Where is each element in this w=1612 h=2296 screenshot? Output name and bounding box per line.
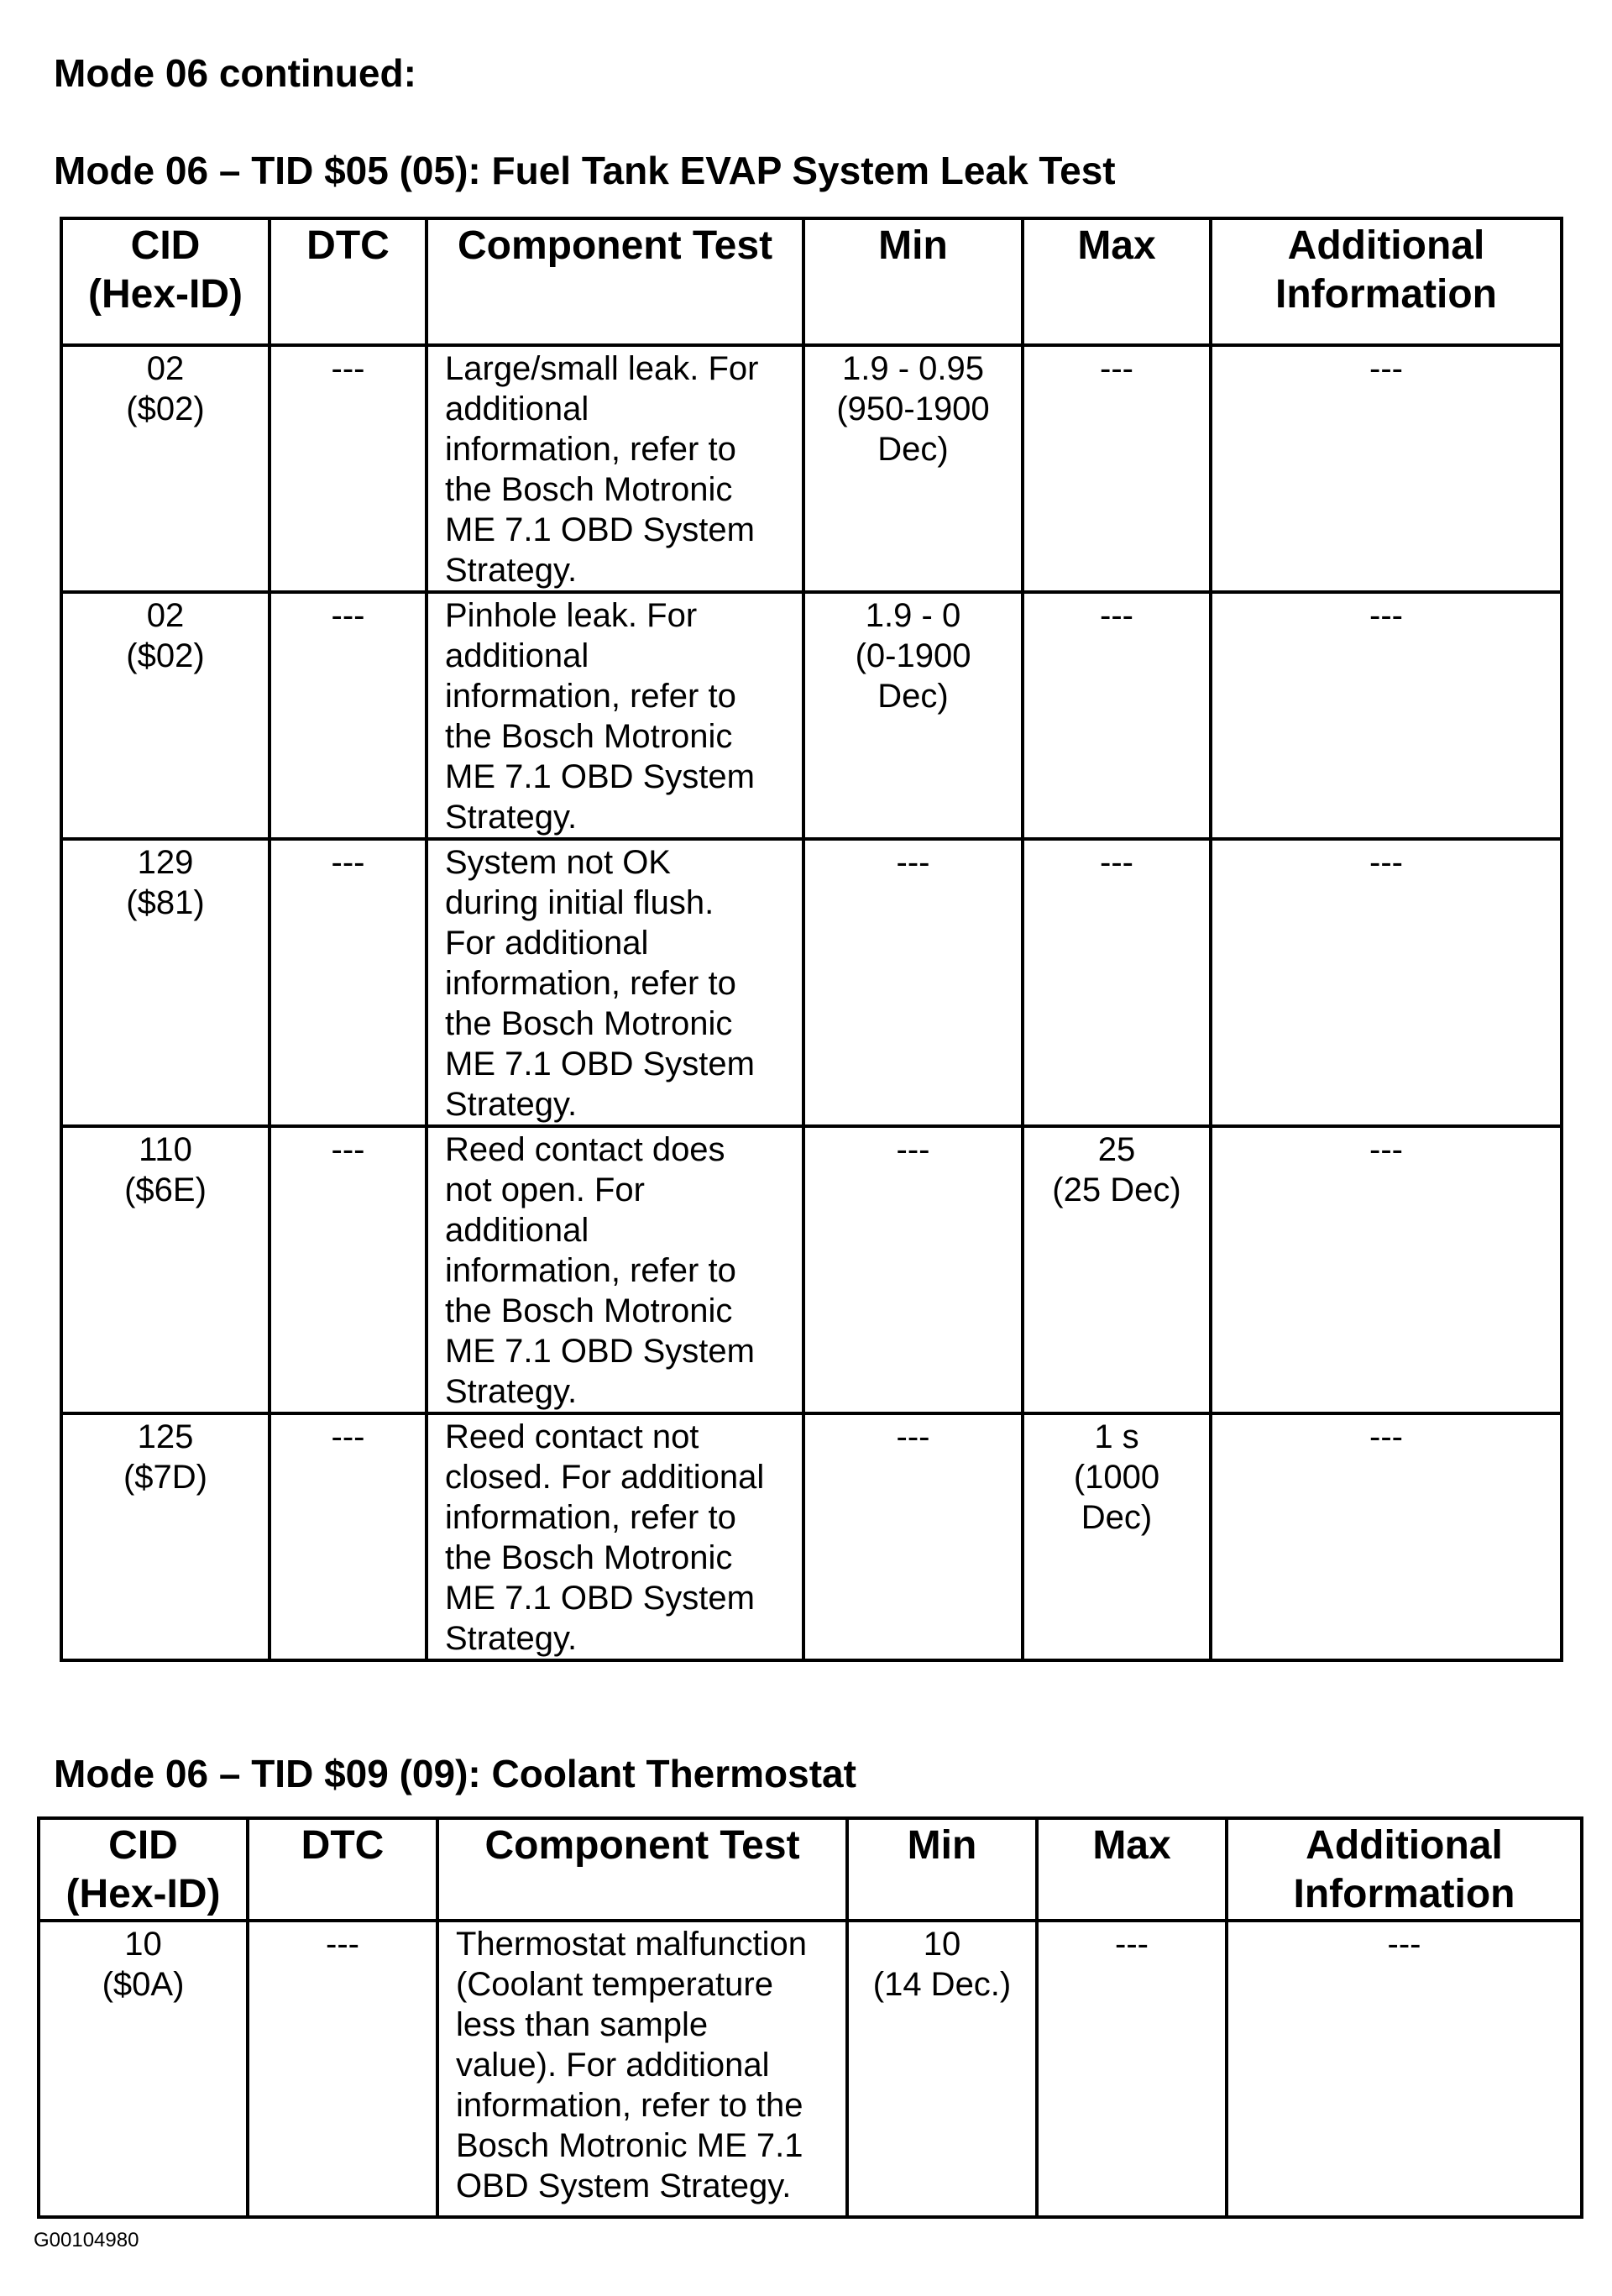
header-cid: CID (Hex-ID)	[61, 218, 270, 345]
cell-min: 10 (14 Dec.)	[847, 1921, 1037, 2217]
header-dtc: DTC	[248, 1818, 437, 1921]
table-row	[61, 1126, 1562, 1413]
cell-max: 25 (25 Dec)	[1023, 1126, 1211, 1413]
header-max: Max	[1023, 218, 1211, 345]
cell-cid: 129 ($81)	[61, 839, 270, 1126]
cell-dtc: ---	[248, 1921, 437, 2217]
cell-min: 1.9 - 0 (0-1900 Dec)	[803, 592, 1023, 839]
cell-component-test: Pinhole leak. For additional information, refer to the Bosch Motronic ME 7.1 OBD System Strategy.	[427, 592, 803, 839]
table-row	[61, 345, 1562, 592]
cell-dtc: ---	[270, 1413, 427, 1660]
cell-dtc: ---	[270, 592, 427, 839]
cell-cid: 02 ($02)	[61, 592, 270, 839]
header-component-test: Component Test	[427, 218, 803, 345]
cell-dtc: ---	[270, 839, 427, 1126]
table-header-row	[61, 218, 1562, 345]
cell-component-test: Large/small leak. For additional information, refer to the Bosch Motronic ME 7.1 OBD System Strategy.	[427, 345, 803, 592]
cell-additional: ---	[1211, 1413, 1562, 1660]
cell-additional: ---	[1227, 1921, 1582, 2217]
header-dtc: DTC	[270, 218, 427, 345]
header-max: Max	[1037, 1818, 1227, 1921]
cell-additional: ---	[1211, 839, 1562, 1126]
cell-max: ---	[1023, 592, 1211, 839]
table-header-row	[39, 1818, 1582, 1921]
table-row	[61, 839, 1562, 1126]
cell-max: ---	[1037, 1921, 1227, 2217]
table-row	[39, 1921, 1582, 2217]
cell-min: ---	[803, 1126, 1023, 1413]
cell-max: 1 s (1000 Dec)	[1023, 1413, 1211, 1660]
cell-min: ---	[803, 1413, 1023, 1660]
header-cid: CID (Hex-ID)	[39, 1818, 248, 1921]
cell-max: ---	[1023, 839, 1211, 1126]
table-row	[61, 592, 1562, 839]
header-component-test: Component Test	[437, 1818, 847, 1921]
cell-additional: ---	[1211, 1126, 1562, 1413]
cell-max: ---	[1023, 345, 1211, 592]
cell-cid: 110 ($6E)	[61, 1126, 270, 1413]
cell-component-test: Reed contact not closed. For additional information, refer to the Bosch Motronic ME 7.1 OBD System Strategy.	[427, 1413, 803, 1660]
table-title-tid-05: Mode 06 – TID $05 (05): Fuel Tank EVAP System Leak Test	[54, 149, 1116, 192]
table-row	[61, 1413, 1562, 1660]
cell-dtc: ---	[270, 1126, 427, 1413]
cell-cid: 02 ($02)	[61, 345, 270, 592]
header-additional-information: Additional Information	[1227, 1818, 1582, 1921]
cell-cid: 125 ($7D)	[61, 1413, 270, 1660]
cell-component-test: Thermostat malfunction (Coolant temperature less than sample value). For additional information, refer to the Bosch Motronic ME 7.1 OBD System Strategy.	[437, 1921, 847, 2217]
cell-additional: ---	[1211, 345, 1562, 592]
fuel-tank-evap-table	[60, 217, 1563, 1662]
cell-cid: 10 ($0A)	[39, 1921, 248, 2217]
coolant-thermostat-table	[37, 1816, 1583, 2219]
cell-component-test: Reed contact does not open. For additional information, refer to the Bosch Motronic ME 7.1 OBD System Strategy.	[427, 1126, 803, 1413]
header-additional-information: Additional Information	[1211, 218, 1562, 345]
continued-heading: Mode 06 continued:	[54, 51, 416, 95]
cell-min: 1.9 - 0.95 (950-1900 Dec)	[803, 345, 1023, 592]
header-min: Min	[847, 1818, 1037, 1921]
cell-dtc: ---	[270, 345, 427, 592]
header-min: Min	[803, 218, 1023, 345]
table-title-tid-09: Mode 06 – TID $09 (09): Coolant Thermostat	[54, 1752, 856, 1795]
cell-component-test: System not OK during initial flush. For additional information, refer to the Bosch Motronic ME 7.1 OBD System Strategy.	[427, 839, 803, 1126]
cell-min: ---	[803, 839, 1023, 1126]
cell-additional: ---	[1211, 592, 1562, 839]
figure-id: G00104980	[34, 2229, 139, 2251]
